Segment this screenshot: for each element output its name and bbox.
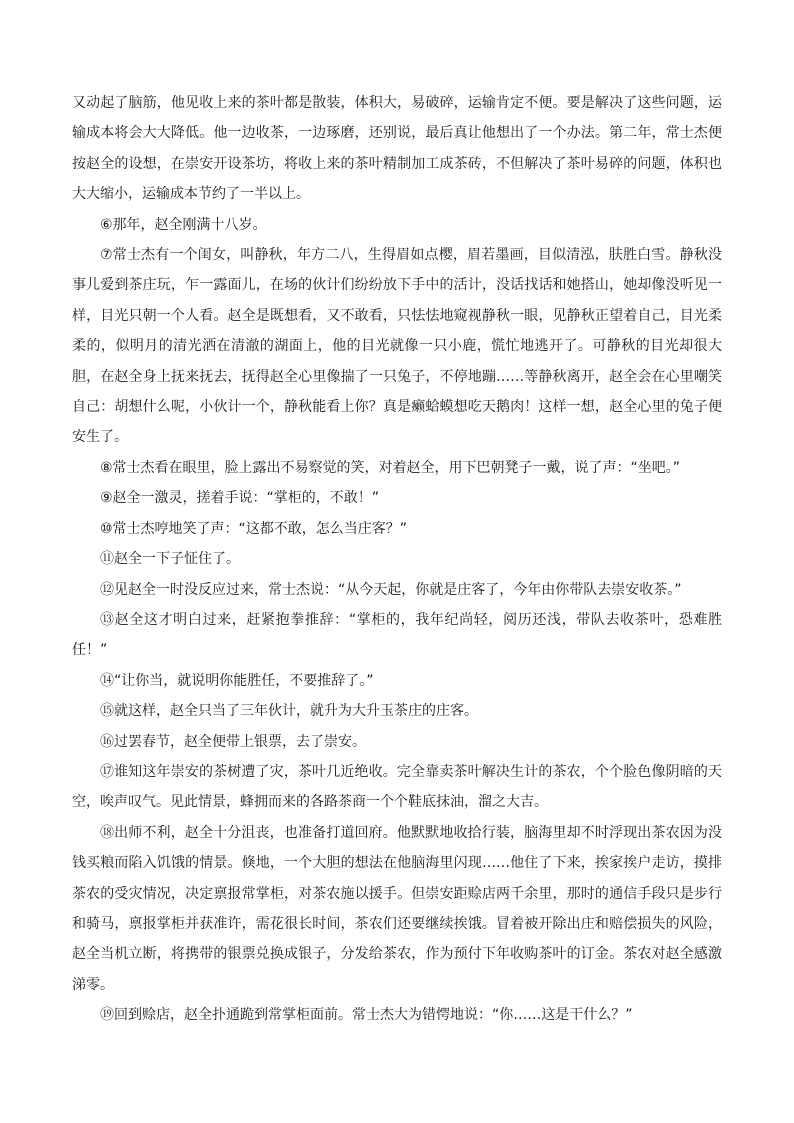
paragraph-15: ⑮就这样，赵全只当了三年伙计，就升为大升玉茶庄的庄客。	[100, 703, 478, 720]
paragraph-7: ⑦常士杰有一个闺女，叫静秋，年方二八，生得眉如点樱，眉若墨画，目似清泓，肤胜白雪。静秋没事儿爱到茶庄玩，乍一露面儿，在场的伙计们纷纷放下手中的活计，没话找话和她搭山，她却像没听见一样，目光只朝一个人看。赵全是既想看，又不敢看，只怯怯地窥视静秋一眼，见静秋正望着自己，目光柔柔的，似明月的清光洒在清澈的湖面上，他的目光就像一只小鹿，慌忙地逃开了。可静秋的目光却很大胆，在赵全身上抚来抚去，抚得赵全心里像揣了一只兔子，不停地蹦……等静秋离开，赵全会在心里嘲笑自己：胡想什么呢，小伙计一个，静秋能看上你？真是癞蛤蟆想吃天鹅肉！这样一想，赵全心里的兔子便安生了。	[72, 247, 722, 446]
paragraph-17: ⑰谁知这年崇安的茶树遭了灾，茶叶几近绝收。完全靠卖茶叶解决生计的茶农，个个脸色像阴暗的天空，唉声叹气。见此情景，蜂拥而来的各路茶商一个个鞋底抹油，溜之大吉。	[72, 763, 722, 811]
paragraph-11: ⑪赵全一下子怔住了。	[100, 551, 240, 568]
document-page	[72, 88, 722, 1031]
paragraph-13: ⑬赵全这才明白过来，赶紧抱拳推辞：“掌柜的，我年纪尚轻，阅历还浅，带队去收茶叶，恐难胜任！”	[72, 611, 722, 659]
paragraph-19: ⑲回到赊店，赵全扑通跪到常掌柜面前。常士杰大为错愕地说：“你……这是干什么？”	[100, 1007, 633, 1024]
paragraph-continued: 又动起了脑筋，他见收上来的茶叶都是散装，体积大，易破碎，运输肯定不便。要是解决了这些问题，运输成本将会大大降低。他一边收茶，一边琢磨，还别说，最后真让他想出了一个办法。第二年，常士杰便按赵全的设想，在崇安开设茶坊，将收上来的茶叶精制加工成茶砖，不但解决了茶叶易碎的问题，体积也大大缩小，运输成本节约了一半以上。	[72, 95, 722, 203]
paragraph-18: ⑱出师不利，赵全十分沮丧，也准备打道回府。他默默地收拾行装，脑海里却不时浮现出茶农因为没钱买粮而陷入饥饿的情景。倏地，一个大胆的想法在他脑海里闪现……他住了下来，挨家挨户走访，摸排茶农的受灾情况，决定禀报常掌柜，对茶农施以援手。但崇安距赊店两千余里，那时的通信手段只是步行和骑马，禀报掌柜并获准许，需花很长时间，茶农们还要继续挨饿。冒着被开除出庄和赔偿损失的风险，赵全当机立断，将携带的银票兑换成银子，分发给茶农，作为预付下年收购茶叶的订金。茶农对赵全感激涕零。	[72, 824, 722, 993]
paragraph-6: ⑥那年，赵全刚满十八岁。	[100, 216, 267, 233]
paragraph-9: ⑨赵全一激灵，搓着手说：“掌柜的，不敢！”	[100, 490, 380, 507]
paragraph-16: ⑯过罢春节，赵全便带上银票，去了崇安。	[100, 733, 366, 750]
paragraph-14: ⑭“让你当，就说明你能胜任，不要推辞了。”	[100, 672, 374, 689]
paragraph-10: ⑩常士杰哼地笑了声：“这都不敢，怎么当庄客？”	[100, 520, 408, 537]
paragraph-8: ⑧常士杰看在眼里，脸上露出不易察觉的笑，对着赵全，用下巴朝凳子一戴，说了声：“坐吧。”	[100, 459, 681, 476]
paragraph-12: ⑫见赵全一时没反应过来，常士杰说：“从今天起，你就是庄客了，今年由你带队去崇安收茶。”	[100, 581, 682, 598]
